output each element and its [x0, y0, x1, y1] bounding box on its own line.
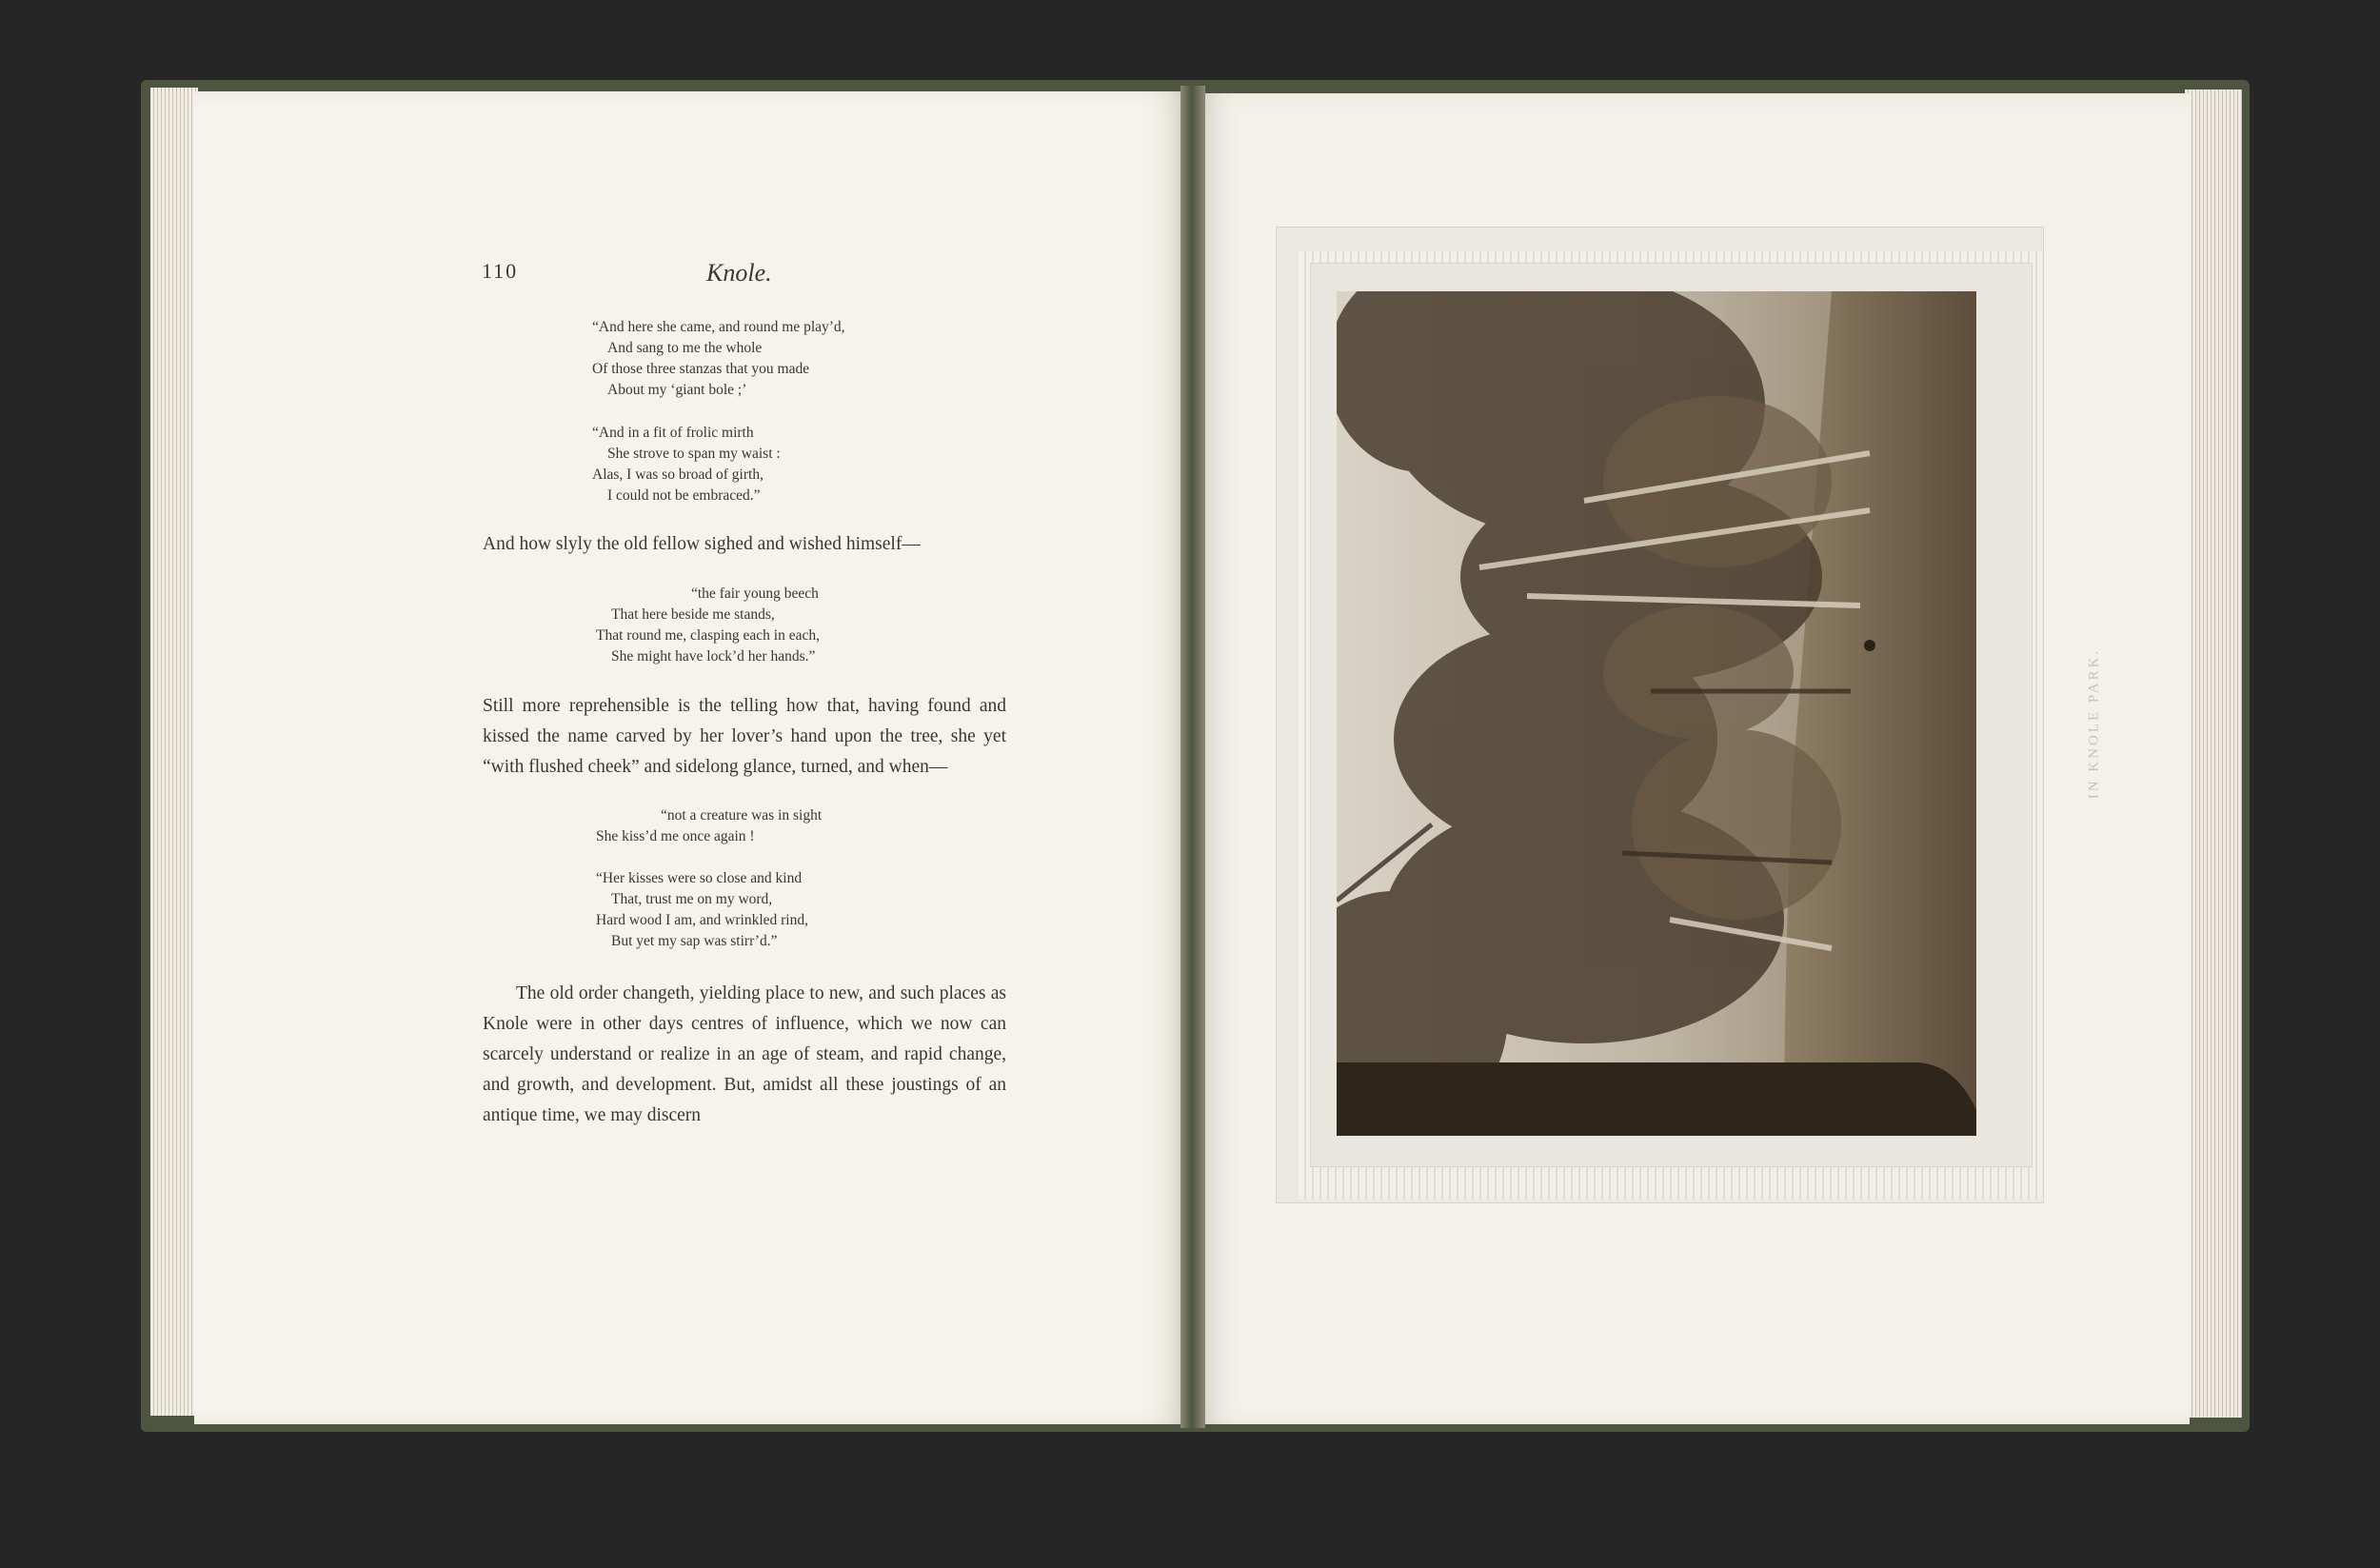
verse-line: “the fair young beech [691, 586, 819, 602]
verse-line: That, trust me on my word, [611, 891, 773, 907]
verse-line: She might have lock’d her hands.” [611, 648, 816, 665]
verse-line: I could not be embraced.” [607, 487, 761, 504]
paragraph: The old order changeth, yielding place to new, and such places as Knole were in other days centres of influence, which we now can scarcely understand or realize in an age of steam, and rapid change, and growth, and development. But, amidst all these joustings of an antique time, we may discern [483, 983, 1006, 1125]
verse-stanza-1 [592, 317, 845, 401]
plate-caption [2080, 638, 2109, 809]
verse-line: She strove to span my waist : [607, 446, 781, 462]
page-number: 110 [482, 259, 519, 283]
verse-line: That here beside me stands, [611, 606, 775, 623]
verse-line: About my ‘giant bole ;’ [607, 382, 747, 398]
paragraph: Still more reprehensible is the telling how that, having found and kissed the name carved by her lover’s hand upon the tree, she yet “with flushed cheek” and sidelong glance, turned, and when— [483, 696, 1006, 777]
verse-line: “And in a fit of frolic mirth [592, 425, 754, 441]
park-photograph [1337, 291, 1976, 1136]
left-page-edges [150, 88, 198, 1416]
verse-line: That round me, clasping each in each, [596, 627, 820, 644]
plate-caption-text: IN KNOLE PARK. [2086, 647, 2102, 800]
verse-stanza-2 [592, 423, 781, 506]
paragraph: And how slyly the old fellow sighed and wished himself— [483, 534, 921, 554]
verse-line: Hard wood I am, and wrinkled rind, [596, 912, 808, 928]
verse-line: “not a creature was in sight [661, 807, 823, 824]
right-page-edges [2185, 89, 2242, 1418]
verse-line: She kiss’d me once again ! [596, 828, 755, 844]
verse-line: Of those three stanzas that you made [592, 361, 810, 377]
running-head: Knole. [706, 259, 772, 287]
verse-line: Alas, I was so broad of girth, [592, 466, 764, 483]
verse-line: “Her kisses were so close and kind [596, 870, 803, 886]
verse-stanza-3 [596, 584, 820, 667]
book-gutter [1180, 86, 1205, 1428]
verse-stanza-4 [596, 805, 822, 847]
verse-stanza-5 [596, 868, 808, 952]
verse-line: “And here she came, and round me play’d, [592, 319, 845, 335]
verse-line: And sang to me the whole [607, 340, 763, 356]
verse-line: But yet my sap was stirr’d.” [611, 933, 778, 949]
